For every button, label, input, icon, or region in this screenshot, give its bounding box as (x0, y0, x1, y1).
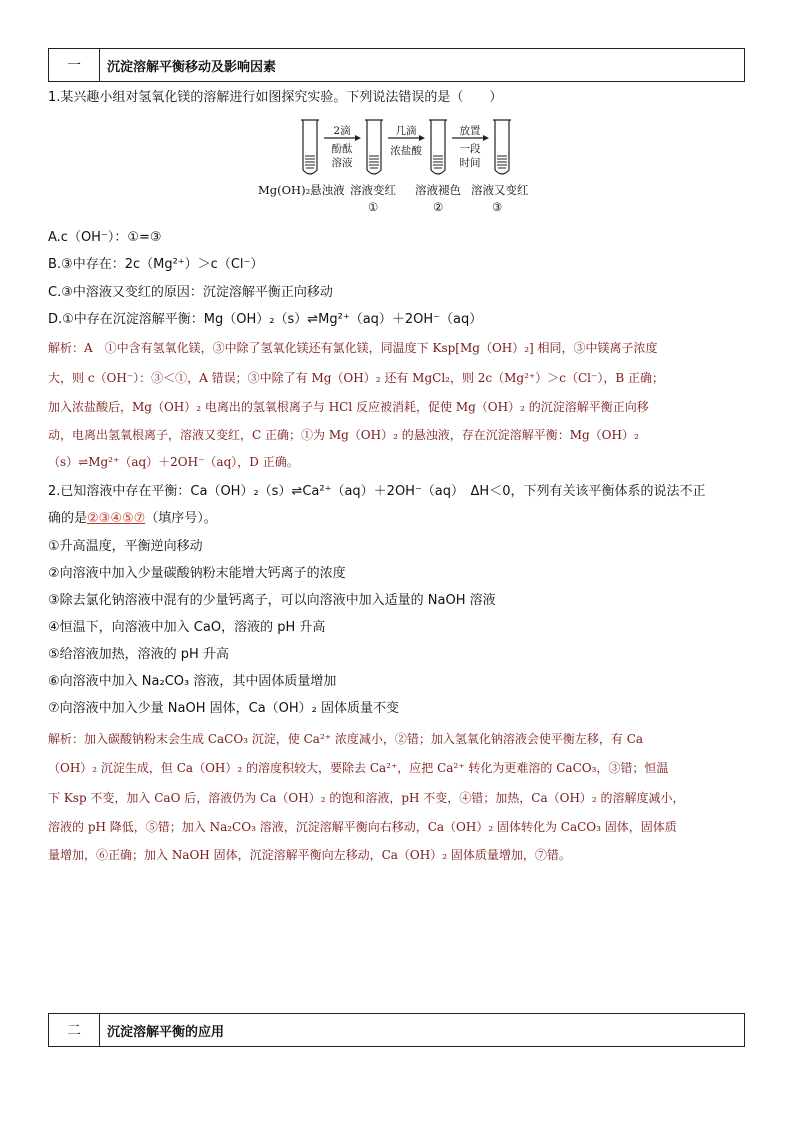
q2-item-4: ④恒温下，向溶液中加入 CaO，溶液的 pH 升高 (48, 620, 326, 635)
q2-item-1: ①升高温度，平衡逆向移动 (48, 539, 203, 554)
step1-line1: 2滴 (333, 125, 351, 137)
step1-label-lower (324, 142, 360, 170)
experiment-figure (240, 112, 560, 218)
step3-line2: 一段 (459, 143, 481, 155)
q1-option-b: B.③中存在：2c（Mg²⁺）＞c（Cl⁻） (48, 257, 264, 272)
section-number: 一 (49, 49, 100, 81)
step3-label (452, 124, 488, 138)
q2-item-7: ⑦向溶液中加入少量 NaOH 固体，Ca（OH）₂ 固体质量不变 (48, 701, 400, 716)
q2-analysis-line4: 溶液的 pH 降低，⑤错；加入 Na₂CO₃ 溶液，沉淀溶解平衡向右移动，Ca（OH）₂ 固体转化为 CaCO₃ 固体，固体质 (48, 820, 677, 834)
q1-analysis-line1: 解析：A ①中含有氢氧化镁，③中除了氢氧化镁还有氯化镁，同温度下 Ksp[Mg（OH）₂] 相同，③中镁离子浓度 (48, 341, 658, 355)
step2-line2: 浓盐酸 (390, 145, 422, 157)
section-header-1 (48, 48, 745, 82)
q2-item-2: ②向溶液中加入少量碳酸钠粉末能增大钙离子的浓度 (48, 566, 346, 581)
step1-line2: 酚酞 (331, 143, 353, 155)
q2-item-6: ⑥向溶液中加入 Na₂CO₃ 溶液，其中固体质量增加 (48, 674, 337, 689)
q1-option-c: C.③中溶液又变红的原因：沉淀溶解平衡正向移动 (48, 285, 333, 300)
q2-stem-line1: 2.已知溶液中存在平衡：Ca（OH）₂（s）⇌Ca²⁺（aq）＋2OH⁻（aq） ΔH＜0，下列有关该平衡体系的说法不正 (48, 484, 706, 499)
step1-line3: 溶液 (331, 157, 353, 169)
q2-stem-suffix: （填序号）。 (145, 511, 217, 526)
step1-label (324, 124, 360, 138)
step2-line1: 几滴 (395, 125, 417, 137)
section-header-2 (48, 1013, 745, 1047)
mark-3: ③ (492, 200, 503, 214)
section-title: 沉淀溶解平衡移动及影响因素 (107, 59, 277, 75)
step3-line1: 放置 (459, 125, 481, 137)
mark-2: ② (433, 200, 444, 214)
q1-stem: 1.某兴趣小组对氢氧化镁的溶解进行如图探究实验。下列说法错误的是（ ） (48, 90, 503, 105)
section-number: 二 (49, 1014, 100, 1046)
q2-answer: ②③④⑤⑦ (87, 511, 146, 526)
q2-analysis-line5: 量增加，⑥正确；加入 NaOH 固体，沉淀溶解平衡向左移动，Ca（OH）₂ 固体质量增加，⑦错。 (48, 848, 571, 862)
caption-red-again: 溶液又变红 (471, 183, 529, 197)
q2-item-5: ⑤给溶液加热，溶液的 pH 升高 (48, 647, 229, 662)
q2-analysis-line3: 下 Ksp 不变，加入 CaO 后，溶液仍为 Ca（OH）₂ 的饱和溶液，pH 不变，④错；加热，Ca（OH）₂ 的溶解度减小， (48, 791, 685, 805)
q1-analysis-line5: （s）⇌Mg²⁺（aq）＋2OH⁻（aq），D 正确。 (48, 455, 299, 469)
caption-turns-red: 溶液变红 (350, 183, 396, 197)
step2-label-lower (386, 144, 426, 158)
step2-label (388, 124, 424, 138)
step3-label-lower (452, 142, 488, 170)
q1-analysis-line4: 动，电离出氢氧根离子，溶液又变红，C 正确；①为 Mg（OH）₂ 的悬浊液，存在沉淀溶解平衡：Mg（OH）₂ (48, 428, 639, 442)
q2-stem-line2 (48, 507, 217, 526)
q2-stem-prefix: 确的是 (48, 511, 88, 526)
q2-item-3: ③除去氯化钠溶液中混有的少量钙离子，可以向溶液中加入适量的 NaOH 溶液 (48, 593, 496, 608)
q2-analysis-line2: （OH）₂ 沉淀生成，但 Ca（OH）₂ 的溶度积较大，要除去 Ca²⁺，应把 Ca²⁺ 转化为更难溶的 CaCO₃，③错；恒温 (48, 761, 669, 775)
q1-option-a: A.c（OH⁻）：①=③ (48, 230, 162, 245)
q1-option-d: D.①中存在沉淀溶解平衡：Mg（OH）₂（s）⇌Mg²⁺（aq）＋2OH⁻（aq） (48, 312, 483, 327)
mark-1: ① (368, 200, 379, 214)
step3-line3: 时间 (459, 157, 481, 169)
q2-analysis-line1: 解析：加入碳酸钠粉末会生成 CaCO₃ 沉淀，使 Ca²⁺ 浓度减小，②错；加入氢氧化钠溶液会使平衡左移，有 Ca (48, 732, 644, 746)
q1-analysis-line3: 加入浓盐酸后，Mg（OH）₂ 电离出的氢氧根离子与 HCl 反应被消耗，促使 Mg（OH）₂ 的沉淀溶解平衡正向移 (48, 400, 649, 414)
section-title: 沉淀溶解平衡的应用 (107, 1024, 225, 1040)
q1-analysis-line2: 大，则 c（OH⁻）：③＜①，A 错误；③中除了有 Mg（OH）₂ 还有 MgCl₂，则 2c（Mg²⁺）＞c（Cl⁻），B 正确； (48, 371, 664, 385)
caption-suspension: Mg(OH)₂悬浊液 (258, 183, 345, 197)
caption-fades: 溶液褪色 (415, 183, 461, 197)
